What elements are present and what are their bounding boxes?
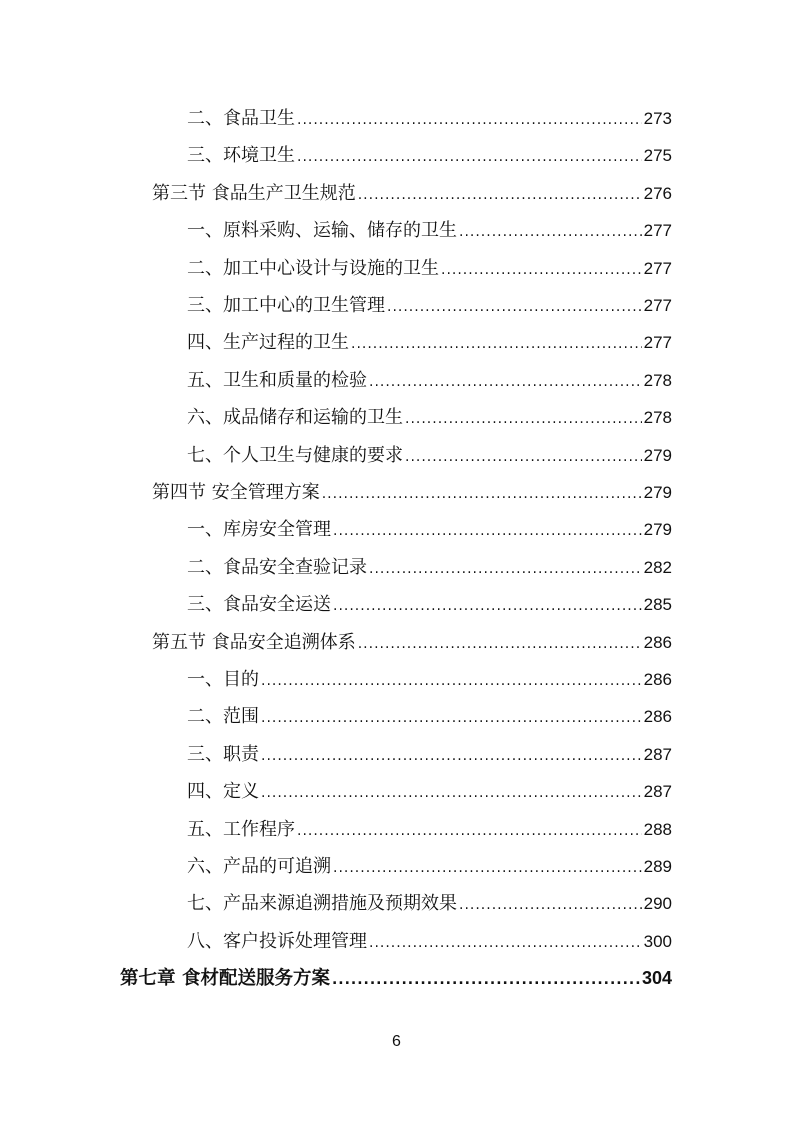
toc-entry-page: 278 (643, 370, 672, 390)
toc-leader-dots (332, 962, 640, 999)
toc-entry[interactable] (187, 399, 672, 436)
toc-entry-title: 第三节 食品生产卫生规范 (152, 182, 356, 204)
toc-entry-title: 三、环境卫生 (187, 145, 295, 167)
toc-leader-dots (261, 700, 642, 737)
toc-leader-dots (261, 738, 642, 775)
toc-leader-dots (333, 513, 642, 550)
toc-entry-title: 一、目的 (187, 669, 259, 690)
toc-entry-title: 四、定义 (187, 781, 259, 803)
toc-leader-dots (297, 102, 642, 139)
toc-leader-dots (358, 177, 642, 214)
toc-leader-dots (333, 850, 642, 887)
toc-entry-page: 276 (643, 183, 672, 203)
toc-entry-title: 八、客户投诉处理管理 (187, 930, 367, 952)
toc-leader-dots (333, 588, 642, 625)
toc-entry[interactable] (187, 773, 672, 810)
toc-leader-dots (297, 139, 642, 176)
toc-entry-page: 277 (643, 296, 672, 315)
toc-entry-title: 二、加工中心设计与设施的卫生 (187, 257, 439, 279)
toc-entry-title: 三、加工中心的卫生管理 (187, 295, 385, 316)
toc-entry-page: 273 (643, 109, 672, 128)
toc-leader-dots (369, 364, 642, 401)
toc-leader-dots (387, 289, 642, 326)
toc-entry[interactable] (187, 287, 672, 324)
toc-entry-title: 六、产品的可追溯 (187, 856, 331, 877)
toc-entry-title: 六、成品储存和运输的卫生 (187, 407, 403, 429)
toc-entry[interactable] (187, 250, 672, 287)
toc-entry[interactable] (187, 661, 672, 698)
toc-entry[interactable] (187, 698, 672, 735)
toc-entry-page: 286 (643, 670, 672, 689)
toc-entry[interactable] (187, 549, 672, 586)
toc-entry-page: 279 (643, 483, 672, 502)
toc-entry-page: 279 (643, 520, 672, 540)
toc-entry-page: 287 (643, 782, 672, 802)
toc-leader-dots (405, 401, 642, 438)
toc-leader-dots (441, 252, 642, 289)
toc-leader-dots (297, 813, 642, 850)
toc-entry[interactable] (187, 848, 672, 885)
toc-entry-page: 286 (643, 707, 672, 727)
toc-entry-page: 289 (643, 857, 672, 876)
toc-entry-page: 287 (643, 744, 672, 764)
toc-entry[interactable] (187, 212, 672, 249)
toc-entry-page: 277 (643, 258, 672, 278)
toc-chapter-entry[interactable] (120, 960, 672, 997)
toc-section-entry[interactable] (152, 474, 672, 511)
toc-entry-page: 282 (643, 557, 672, 577)
toc-entry-page: 275 (643, 146, 672, 166)
toc-entry-page: 288 (643, 819, 672, 839)
toc-entry-page: 300 (643, 931, 672, 951)
toc-leader-dots (369, 551, 642, 588)
toc-entry-title: 四、生产过程的卫生 (187, 332, 349, 354)
toc-entry[interactable] (187, 811, 672, 848)
toc-entry-title: 一、原料采购、运输、储存的卫生 (187, 220, 457, 242)
toc-leader-dots (351, 326, 642, 363)
toc-entry-page: 277 (643, 221, 672, 241)
toc-entry-page: 285 (643, 595, 672, 615)
toc-entry-page: 278 (643, 408, 672, 428)
toc-entry[interactable] (187, 100, 672, 137)
toc-entry-title: 七、产品来源追溯措施及预期效果 (187, 893, 457, 915)
toc-leader-dots (369, 925, 642, 962)
toc-entry-page: 286 (643, 632, 672, 652)
toc-entry-page: 279 (643, 445, 672, 465)
toc-leader-dots (322, 476, 642, 513)
toc-section-entry[interactable] (152, 624, 672, 661)
toc-entry-title: 三、食品安全运送 (187, 594, 331, 616)
toc-leader-dots (358, 626, 642, 663)
toc-entry-title: 一、库房安全管理 (187, 519, 331, 541)
toc-entry-title: 五、卫生和质量的检验 (187, 369, 367, 391)
toc-entry[interactable] (187, 362, 672, 399)
toc-entry-title: 第七章 食材配送服务方案 (120, 968, 330, 990)
toc-leader-dots (459, 214, 642, 251)
toc-entry-title: 七、个人卫生与健康的要求 (187, 444, 403, 466)
toc-section-entry[interactable] (152, 175, 672, 212)
toc-entry-page: 290 (643, 894, 672, 914)
toc-entry-title: 五、工作程序 (187, 818, 295, 840)
toc-entry[interactable] (187, 137, 672, 174)
toc-leader-dots (405, 439, 642, 476)
toc-entry-title: 二、食品安全查验记录 (187, 556, 367, 578)
toc-entry[interactable] (187, 511, 672, 548)
toc-entry-page: 277 (643, 333, 672, 353)
toc-entry-title: 二、食品卫生 (187, 108, 295, 129)
toc-entry-title: 二、范围 (187, 706, 259, 728)
toc-leader-dots (459, 887, 642, 924)
page-number: 6 (392, 1033, 401, 1050)
toc-leader-dots (261, 663, 642, 700)
toc-entry[interactable] (187, 923, 672, 960)
toc-entry[interactable] (187, 736, 672, 773)
toc-entry[interactable] (187, 324, 672, 361)
toc-entry[interactable] (187, 586, 672, 623)
toc-entry-title: 三、职责 (187, 743, 259, 765)
toc-entry-title: 第五节 食品安全追溯体系 (152, 631, 356, 653)
toc-entry[interactable] (187, 885, 672, 922)
toc-leader-dots (261, 775, 642, 812)
toc-entry[interactable] (187, 437, 672, 474)
toc-entry-title: 第四节 安全管理方案 (152, 482, 320, 503)
toc-entry-page: 304 (641, 968, 672, 989)
